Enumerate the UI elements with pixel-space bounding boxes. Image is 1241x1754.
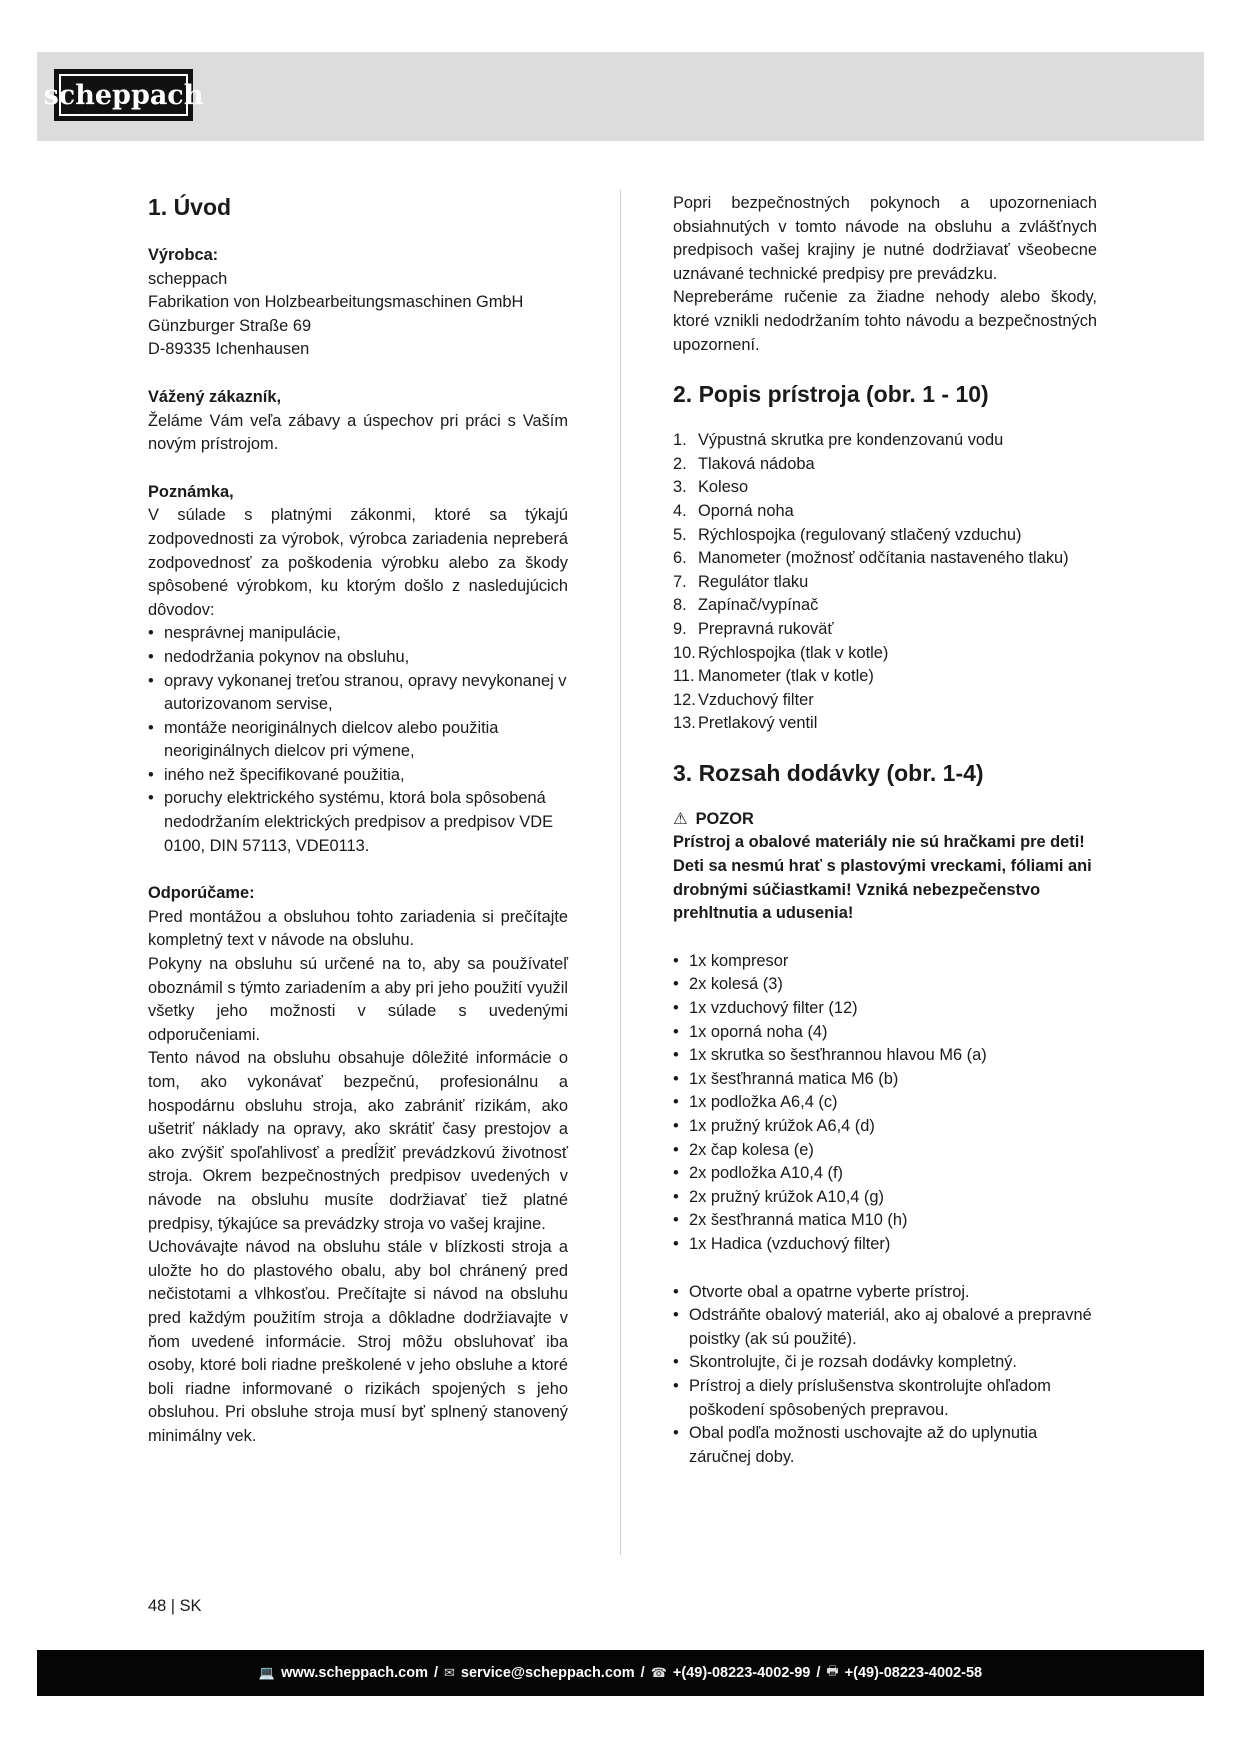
list-item: • 2x šesťhranná matica M10 (h) (673, 1209, 1097, 1233)
paragraph: Tento návod na obsluhu obsahuje dôležité informácie o tom, ako vykonávať bezpečnú, profesionálnu a hospodárnu obsluhu stroja, ako zabrániť rizikám, ako ušetriť náklady na opravy, ako skrátiť časy prestojov a ako zvýšiť spoľahlivosť a predĺžiť prevádzkovú životnosť stroja. Okrem bezpečnostných predpisov uvedených v návode na obsluhu musíte dodržiavať tiež platné predpisy, týkajúce sa prevádzky stroja vo vašej krajine. (148, 1049, 568, 1233)
list-item: • Obal podľa možnosti uschovajte až do uplynutia záručnej doby. (673, 1422, 1097, 1469)
list-item: • 2x kolesá (3) (673, 973, 1097, 997)
warning-label-row (673, 808, 1097, 832)
dear-customer-text: Želáme Vám veľa zábavy a úspechov pri práci s Vaším novým prístrojom. (148, 411, 568, 454)
footer-separator: / (816, 1665, 821, 1681)
manufacturer-address (148, 268, 568, 362)
footer-separator: / (640, 1665, 645, 1681)
item-number: 11. (673, 667, 695, 686)
dear-customer-label: Vážený zákazník, (148, 387, 282, 406)
list-item: • 1x šesťhranná matica M6 (b) (673, 1068, 1097, 1092)
manufacturer-line: Fabrikation von Holzbearbeitungsmaschinen GmbH (148, 293, 524, 312)
list-item: • iného než špecifikované použitia, (148, 764, 568, 788)
list-item: • 2x čap kolesa (e) (673, 1139, 1097, 1163)
footer-bar (37, 1650, 1204, 1696)
footer-phone: +(49)-08223-4002-99 (672, 1665, 811, 1681)
scope-of-delivery-heading: 3. Rozsah dodávky (obr. 1-4) (673, 759, 984, 786)
item-number: 3. (673, 478, 687, 497)
item-number: 9. (673, 619, 687, 638)
list-item: • 2x podložka A10,4 (f) (673, 1162, 1097, 1186)
column-divider (620, 190, 621, 1555)
item-text: Zapínač/vypínač (698, 596, 819, 615)
footer-separator: / (433, 1665, 439, 1681)
list-item (673, 429, 1097, 453)
item-text: Regulátor tlaku (698, 572, 809, 591)
scope-list (673, 950, 1097, 1257)
warning-label: POZOR (695, 809, 754, 828)
list-item (673, 500, 1097, 524)
list-item: • Skontrolujte, či je rozsah dodávky kompletný. (673, 1351, 1097, 1375)
device-description-heading: 2. Popis prístroja (obr. 1 - 10) (673, 381, 989, 408)
item-text: Tlaková nádoba (698, 454, 815, 473)
item-text: Prepravná rukoväť (698, 619, 834, 638)
list-item: • nesprávnej manipulácie, (148, 622, 568, 646)
list-item: • Otvorte obal a opatrne vyberte prístroj. (673, 1281, 1097, 1305)
list-item: • 2x pružný krúžok A10,4 (g) (673, 1186, 1097, 1210)
item-number: 4. (673, 501, 687, 520)
item-text: Oporná noha (698, 501, 794, 520)
item-text: Výpustná skrutka pre kondenzovanú vodu (698, 431, 1004, 450)
mail-icon: ✉ (444, 1665, 455, 1680)
right-column (673, 192, 1097, 1469)
list-item: • Odstráňte obalový materiál, ako aj obalové a prepravné poistky (ak sú použité). (673, 1304, 1097, 1351)
list-item (673, 594, 1097, 618)
list-item: • 1x kompresor (673, 950, 1097, 974)
item-text: Koleso (698, 478, 749, 497)
fax-icon: 🖶 (826, 1663, 839, 1678)
paragraph: Pred montážou a obsluhou tohto zariadenia si prečítajte kompletný text v návode na obsluhu. (148, 907, 568, 950)
manufacturer-label: Výrobca: (148, 246, 219, 264)
list-item: • Prístroj a diely príslušenstva skontrolujte ohľadom poškodení spôsobených prepravou. (673, 1375, 1097, 1422)
footer-email[interactable]: service@scheppach.com (460, 1665, 635, 1681)
list-item (673, 524, 1097, 548)
list-item: • 1x oporná noha (4) (673, 1021, 1097, 1045)
item-text: Pretlakový ventil (698, 714, 818, 733)
item-number: 1. (673, 431, 687, 450)
list-item (673, 642, 1097, 666)
list-item: • 1x Hadica (vzduchový filter) (673, 1233, 1097, 1257)
page-number: 48 | SK (148, 1597, 202, 1615)
item-number: 10. (673, 643, 696, 662)
footer-website[interactable]: www.scheppach.com (281, 1665, 428, 1681)
warning-text: Prístroj a obalové materiály nie sú hračkami pre deti! Deti sa nesmú hrať s plastovými vreckami, fóliami ani drobnými súčiastkami! Vzniká nebezpečenstvo prehltnutia a udusenia! (673, 833, 1092, 923)
warning-triangle-icon: ⚠ (673, 809, 688, 828)
list-item (673, 665, 1097, 689)
list-item (673, 712, 1097, 736)
item-number: 7. (673, 572, 687, 591)
item-text: Manometer (tlak v kotle) (698, 667, 874, 686)
list-item (673, 618, 1097, 642)
header-bar (37, 52, 1204, 141)
list-item (673, 453, 1097, 477)
note-bullet-list (148, 622, 568, 858)
list-item (673, 547, 1097, 571)
recommend-label: Odporúčame: (148, 884, 255, 903)
item-number: 5. (673, 525, 687, 544)
list-item: • 1x skrutka so šesťhrannou hlavou M6 (a) (673, 1044, 1097, 1068)
logo-text: scheppach (59, 74, 188, 116)
item-number: 2. (673, 454, 687, 473)
footer-fax: +(49)-08223-4002-58 (844, 1665, 983, 1681)
item-text: Manometer (možnosť odčítania nastaveného tlaku) (698, 549, 1069, 568)
list-item: • montáže neoriginálnych dielcov alebo použitia neoriginálnych dielcov pri výmene, (148, 717, 568, 764)
paragraph: Uchovávajte návod na obsluhu stále v blízkosti stroja a uložte ho do plastového obalu, aby bol chránený pred nečistotami a vlhkosťou. Prečítajte si návod na obsluhu pred každým použitím stroja a dôkladne dodržiavajte v ňom uvedené informácie. Stroj môžu obsluhovať iba osoby, ktoré boli riadne preškolené v jeho obsluhe a ktoré boli riadne informované o rizikách spojených s jeho obsluhou. Pri obsluhe stroja musí byť splnený stanovený minimálny vek. (148, 1238, 568, 1445)
item-number: 6. (673, 549, 687, 568)
paragraph: Pokyny na obsluhu sú určené na to, aby sa používateľ oboznámil s týmto zariadením a aby pri jeho použití využil všetky jeho možnosti v súlade s uvedenými odporučeniami. (148, 955, 568, 1044)
manufacturer-line: Günzburger Straße 69 (148, 316, 312, 335)
item-text: Rýchlospojka (regulovaný stlačený vzduchu) (698, 525, 1022, 544)
paragraph: Popri bezpečnostných pokynoch a upozorneniach obsiahnutých v tomto návode na obsluhu a zvlášťnych predpisoch vašej krajiny je nutné dodržiavať všeobecne uznávané technické predpisy pre prevádzku. (673, 194, 1097, 283)
manufacturer-line: scheppach (148, 269, 228, 288)
item-number: 13. (673, 714, 696, 733)
list-item: • nedodržania pokynov na obsluhu, (148, 646, 568, 670)
paragraph: Nepreberáme ručenie za žiadne nehody alebo škody, ktoré vznikli nedodržaním tohto návodu a bezpečnostných upozornení. (673, 288, 1097, 354)
item-number: 12. (673, 690, 696, 709)
unpacking-list (673, 1281, 1097, 1470)
list-item: • 1x podložka A6,4 (c) (673, 1091, 1097, 1115)
brand-logo (43, 69, 204, 121)
recommend-text (148, 906, 568, 1449)
list-item (673, 571, 1097, 595)
computer-icon: 💻 (258, 1665, 276, 1680)
list-item: • 1x vzduchový filter (12) (673, 997, 1097, 1021)
item-text: Rýchlospojka (tlak v kotle) (698, 643, 889, 662)
list-item: • poruchy elektrického systému, ktorá bola spôsobená nedodržaním elektrických predpisov a predpisov VDE 0100, DIN 57113, VDE0113. (148, 787, 568, 858)
phone-icon: ☎ (650, 1665, 667, 1680)
list-item (673, 476, 1097, 500)
left-column (148, 192, 568, 1449)
item-number: 8. (673, 596, 687, 615)
item-text: Vzduchový filter (698, 690, 814, 709)
list-item (673, 689, 1097, 713)
manufacturer-line: D-89335 Ichenhausen (148, 340, 310, 359)
note-text: V súlade s platnými zákonmi, ktoré sa týkajú zodpovednosti za výrobok, výrobca zariadenia nepreberá zodpovednosť za poškodenia výrobku alebo za škody spôsobené výrobkom, ku ktorým došlo z nasledujúcich dôvodov: (148, 506, 568, 619)
intro-heading: 1. Úvod (148, 194, 232, 220)
safety-text (673, 192, 1097, 357)
device-parts-list (673, 429, 1097, 736)
list-item: • 1x pružný krúžok A6,4 (d) (673, 1115, 1097, 1139)
list-item: • opravy vykonanej treťou stranou, opravy nevykonanej v autorizovanom servise, (148, 670, 568, 717)
note-label: Poznámka, (148, 482, 234, 501)
